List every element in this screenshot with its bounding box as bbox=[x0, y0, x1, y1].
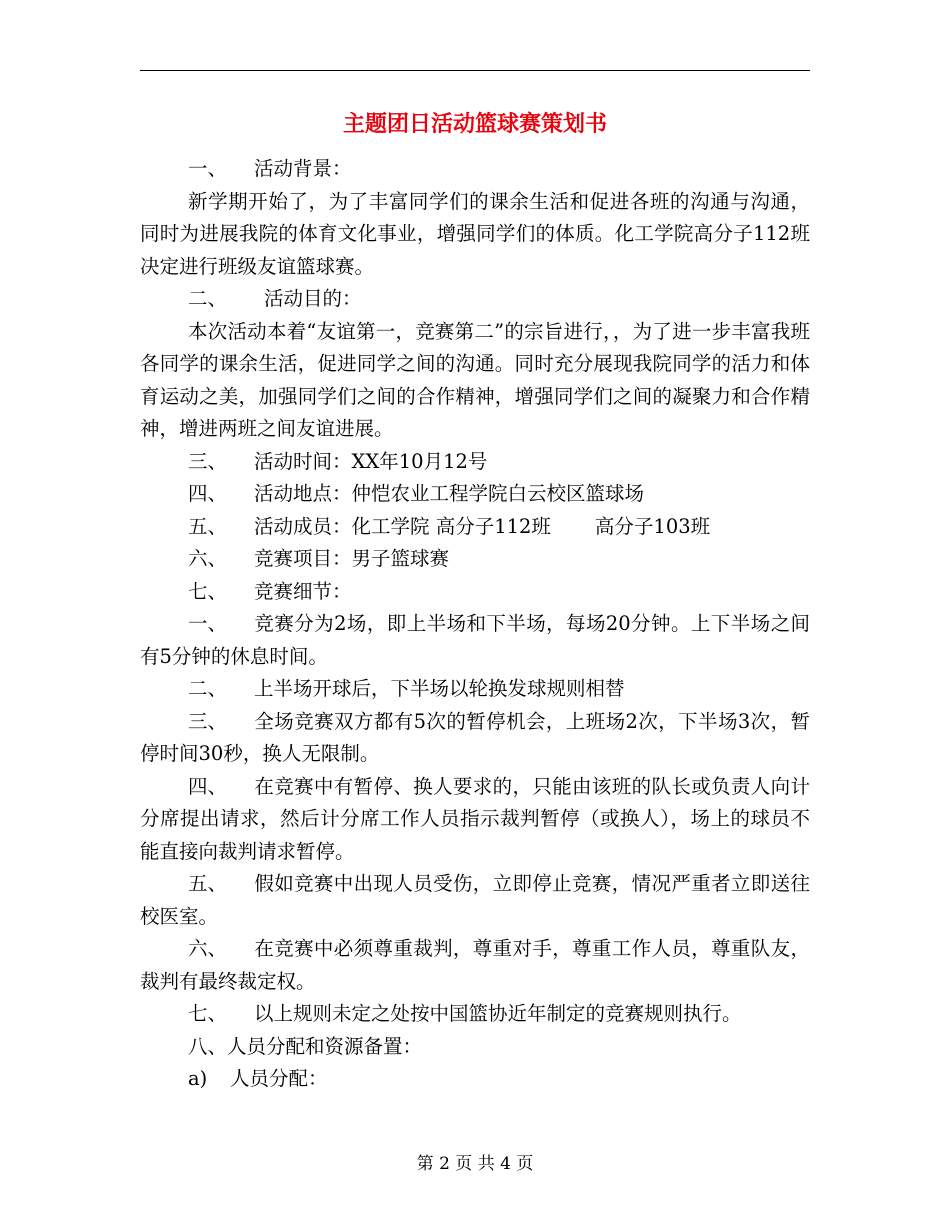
section-label: 活动目的： bbox=[264, 287, 362, 310]
rule-text: 全场竞赛双方都有5次的暂停机会，上班场2次，下半场3次，暂停时间30秒，换人无限制。 bbox=[140, 709, 810, 765]
rule-number: 五、 bbox=[188, 872, 228, 895]
section-label: 活动时间：XX年10月12号 bbox=[254, 449, 488, 473]
section-heading-event bbox=[140, 543, 810, 576]
subsection-heading-staff bbox=[140, 1063, 810, 1096]
section-heading-allocation: 八、人员分配和资源备置： bbox=[188, 1034, 423, 1058]
purpose-paragraph: 本次活动本着“友谊第一，竞赛第二”的宗旨进行，，为了进一步丰富我班各同学的课余生活，促进同学之间的沟通。同时充分展现我院同学的活力和体育运动之美，加强同学们之间的合作精神，增强同学们之间的凝聚力和合作精神，增进两班之间友谊进展。 bbox=[140, 319, 810, 440]
page-footer: 第 2 页 共 4 页 bbox=[416, 1154, 534, 1174]
section-number: 七、 bbox=[188, 579, 228, 603]
rule-number: 六、 bbox=[188, 937, 228, 960]
rule-number: 四、 bbox=[188, 774, 228, 798]
section-number: 五、 bbox=[188, 514, 228, 538]
section-heading-members bbox=[140, 511, 810, 544]
section-number: 二、 bbox=[188, 287, 228, 310]
rule-item bbox=[140, 673, 810, 706]
section-label: 竞赛项目：男子篮球赛 bbox=[254, 547, 450, 570]
rule-item bbox=[140, 998, 810, 1031]
section-label: 活动背景： bbox=[254, 157, 352, 180]
section-heading-time bbox=[140, 446, 810, 479]
background-paragraph: 新学期开始了，为了丰富同学们的课余生活和促进各班的沟通与沟通，同时为进展我院的体育文化事业，增强同学们的体质。化工学院高分子112班决定进行班级友谊篮球赛。 bbox=[140, 189, 810, 278]
section-label: 活动地点：仲恺农业工程学院白云校区篮球场 bbox=[254, 482, 645, 505]
rule-number: 二、 bbox=[188, 677, 228, 700]
rule-item bbox=[140, 771, 810, 869]
rule-text: 上半场开球后，下半场以轮换发球规则相替 bbox=[254, 677, 625, 700]
section-number: 三、 bbox=[188, 449, 228, 473]
section-label: 活动成员：化工学院 高分子112班 bbox=[254, 514, 551, 538]
subsection-number: a) bbox=[188, 1067, 208, 1090]
section-extra: 高分子103班 bbox=[594, 514, 711, 538]
rule-text: 以上规则未定之处按中国篮协近年制定的竞赛规则执行。 bbox=[254, 1002, 742, 1025]
rule-item bbox=[140, 706, 810, 771]
rule-item bbox=[140, 933, 810, 998]
section-heading-details bbox=[140, 576, 810, 609]
rule-number: 三、 bbox=[188, 709, 228, 733]
rule-text: 假如竞赛中出现人员受伤，立即停止竞赛，情况严重者立即送往校医室。 bbox=[140, 872, 810, 928]
rule-item bbox=[140, 868, 810, 933]
section-label: 竞赛细节： bbox=[254, 579, 352, 603]
section-number: 四、 bbox=[188, 482, 228, 505]
section-heading-place bbox=[140, 478, 810, 511]
document-body bbox=[140, 153, 810, 1096]
header-rule bbox=[140, 70, 810, 71]
section-heading-background bbox=[140, 153, 810, 186]
subsection-label: 人员分配： bbox=[230, 1067, 328, 1090]
rule-number: 七、 bbox=[188, 1002, 228, 1025]
document-title: 主题团日活动篮球赛策划书 bbox=[342, 112, 607, 137]
rule-item bbox=[140, 608, 810, 673]
rule-text: 竞赛分为2场，即上半场和下半场，每场20分钟。上下半场之间有5分钟的休息时间。 bbox=[140, 612, 810, 668]
section-heading-purpose bbox=[140, 283, 810, 316]
section-number: 一、 bbox=[188, 157, 228, 180]
section-number: 六、 bbox=[188, 547, 228, 570]
rule-number: 一、 bbox=[188, 612, 228, 635]
rule-text: 在竞赛中有暂停、换人要求的，只能由该班的队长或负责人向计分席提出请求，然后计分席工作人员指示裁判暂停（或换人），场上的球员不能直接向裁判请求暂停。 bbox=[140, 774, 810, 863]
rule-text: 在竞赛中必须尊重裁判，尊重对手，尊重工作人员，尊重队友，裁判有最终裁定权。 bbox=[140, 937, 810, 993]
